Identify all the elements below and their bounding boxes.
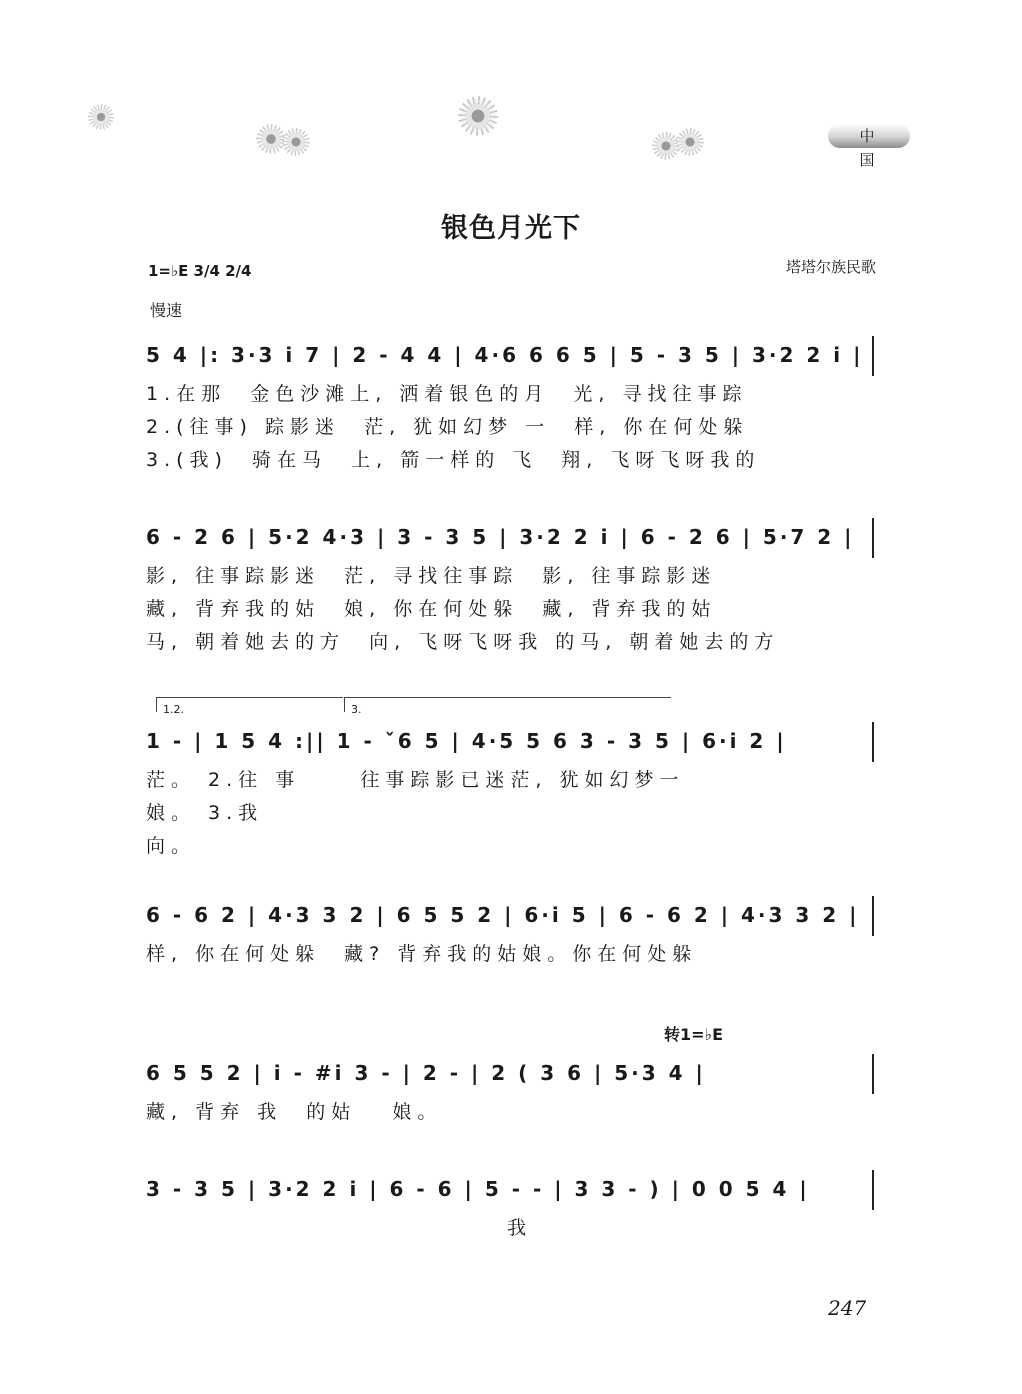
score-system-3 (146, 726, 876, 863)
notation-line: 5 4 |: 3·3 i 7 | 2 - 4 4 | 4·6 6 6 5 | 5 - 3 5 | 3·2 2 i | (146, 343, 864, 367)
song-title: 银色月光下 (441, 213, 581, 244)
lyric-verse-1: 我 (146, 1217, 533, 1239)
song-origin: 塔塔尔族民歌 (785, 258, 876, 276)
lyric-verse-1: 1.在那 金色沙滩上, 洒着银色的月 光, 寻找往事踪 (146, 383, 748, 405)
country-tag: 中 国 (828, 124, 910, 148)
end-barline (872, 518, 874, 558)
lyric-verse-3: 马, 朝着她去的方 向, 飞呀飞呀我 的马, 朝着她去的方 (146, 631, 780, 653)
end-barline (872, 336, 874, 376)
lyric-verse-2: 藏, 背弃我的姑 娘, 你在何处躲 藏, 背弃我的姑 (146, 598, 717, 620)
score-system-4 (146, 900, 876, 971)
score-system-1 (146, 340, 876, 477)
lyric-verse-3: 向。 (146, 835, 197, 857)
lyric-verse-1: 藏, 背弃 我 的姑 娘。 (146, 1101, 443, 1123)
lyric-verse-1: 影, 往事踪影迷 茫, 寻找往事踪 影, 往事踪影迷 (146, 565, 717, 587)
notation-line: 6 - 6 2 | 4·3 3 2 | 6 5 5 2 | 6·i 5 | 6 - 6 2 | 4·3 3 2 | (146, 903, 860, 927)
lyric-verse-1: 茫。 2.往 事 往事踪影已迷茫, 犹如幻梦一 (146, 769, 685, 791)
key-change-marking: 转1=♭E (664, 1025, 724, 1044)
flower-decoration-4 (458, 96, 498, 136)
end-barline (872, 1054, 874, 1094)
page-number: 247 (828, 1296, 867, 1320)
score-system-6 (146, 1174, 876, 1245)
lyric-verse-1: 样, 你在何处躲 藏? 背弃我的姑娘。你在何处躲 (146, 943, 698, 965)
tempo-marking: 慢速 (150, 301, 183, 320)
volta-label: 3. (351, 703, 362, 716)
flower-decoration-3 (282, 128, 310, 156)
notation-line: 1 - | 1 5 4 :|| 1 - ˇ6 5 | 4·5 5 6 3 - 3 5 | 6·i 2 | (146, 729, 787, 753)
flower-decoration-1 (88, 104, 114, 130)
volta-bracket-2 (344, 697, 671, 716)
lyric-verse-3: 3.(我) 骑在马 上, 箭一样的 飞 翔, 飞呀飞呀我的 (146, 449, 761, 471)
flower-decoration-6 (676, 128, 704, 156)
notation-line: 6 - 2 6 | 5·2 4·3 | 3 - 3 5 | 3·2 2 i | 6 - 2 6 | 5·7 2 | (146, 525, 855, 549)
key-signature: 1=♭E 3/4 2/4 (148, 262, 252, 280)
end-barline (872, 722, 874, 762)
lyric-verse-2: 娘。 3.我 (146, 802, 264, 824)
end-barline (872, 896, 874, 936)
volta-label: 1.2. (163, 703, 184, 716)
end-barline (872, 1170, 874, 1210)
score-system-5 (146, 1058, 876, 1129)
notation-line: 3 - 3 5 | 3·2 2 i | 6 - 6 | 5 - - | 3 3 - ) | 0 0 5 4 | (146, 1177, 810, 1201)
score-system-2 (146, 522, 876, 659)
lyric-verse-2: 2.(往事) 踪影迷 茫, 犹如幻梦 一 样, 你在何处躲 (146, 416, 749, 438)
notation-line: 6 5 5 2 | i - #i 3 - | 2 - | 2 ( 3 6 | 5·3 4 | (146, 1061, 706, 1085)
volta-bracket-1 (156, 697, 343, 716)
